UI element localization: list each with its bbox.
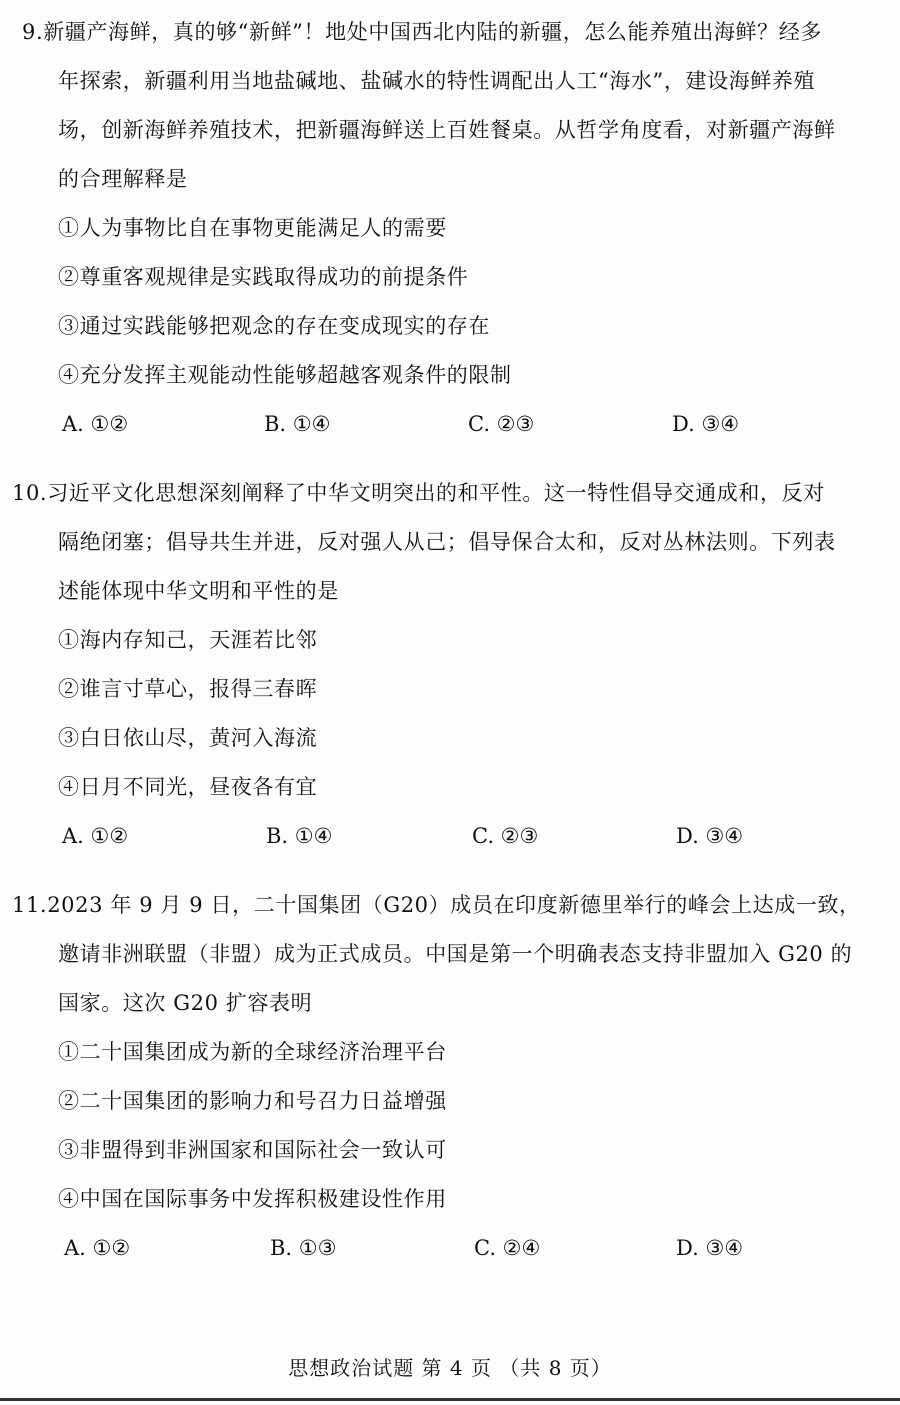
question-11 — [12, 881, 882, 1273]
option-d[interactable]: D. ③④ — [676, 824, 744, 848]
option-a[interactable]: A. ①② — [64, 1236, 131, 1260]
option-d[interactable]: D. ③④ — [672, 412, 740, 436]
question-stem-line: 11.2023 年 9 月 9 日，二十国集团（G20）成员在印度新德里举行的峰会上达成一致， — [12, 881, 882, 930]
question-stem-line: 隔绝闭塞；倡导共生并进，反对强人从己；倡导保合太和，反对丛林法则。下列表 — [58, 530, 836, 554]
question-stem-line: 9.新疆产海鲜，真的够“新鲜”！地处中国西北内陆的新疆，怎么能养殖出海鲜？经多 — [22, 8, 882, 57]
option-b[interactable]: B. ①④ — [266, 824, 333, 848]
statement: ③通过实践能够把观念的存在变成现实的存在 — [58, 314, 490, 338]
statement: ①二十国集团成为新的全球经济治理平台 — [58, 1040, 447, 1064]
answer-options — [22, 400, 882, 449]
answer-options — [22, 812, 882, 861]
question-stem-line: 场，创新海鲜养殖技术，把新疆海鲜送上百姓餐桌。从哲学角度看，对新疆产海鲜 — [58, 118, 836, 142]
option-d[interactable]: D. ③④ — [676, 1236, 744, 1260]
bottom-divider — [0, 1398, 900, 1401]
question-number: 9. — [22, 20, 44, 44]
question-stem-line: 国家。这次 G20 扩容表明 — [58, 991, 313, 1015]
question-stem-line: 年探索，新疆利用当地盐碱地、盐碱水的特性调配出人工“海水”，建设海鲜养殖 — [58, 69, 816, 93]
option-c[interactable]: C. ②④ — [474, 1236, 541, 1260]
statement: ②谁言寸草心，报得三春晖 — [58, 677, 318, 701]
question-stem-line: 的合理解释是 — [58, 167, 188, 191]
statement: ②二十国集团的影响力和号召力日益增强 — [58, 1089, 447, 1113]
option-c[interactable]: C. ②③ — [468, 412, 535, 436]
question-number: 11. — [12, 893, 48, 917]
question-stem-line: 邀请非洲联盟（非盟）成为正式成员。中国是第一个明确表态支持非盟加入 G20 的 — [58, 942, 853, 966]
question-10 — [12, 469, 882, 861]
statement: ③白日依山尽，黄河入海流 — [58, 726, 318, 750]
statement: ④充分发挥主观能动性能够超越客观条件的限制 — [58, 363, 512, 387]
option-a[interactable]: A. ①② — [62, 412, 129, 436]
statement: ①海内存知己，天涯若比邻 — [58, 628, 318, 652]
option-c[interactable]: C. ②③ — [472, 824, 539, 848]
question-9 — [22, 8, 882, 449]
question-stem-line: 述能体现中华文明和平性的是 — [58, 579, 339, 603]
option-b[interactable]: B. ①③ — [270, 1236, 337, 1260]
answer-options — [22, 1224, 882, 1273]
question-number: 10. — [12, 481, 48, 505]
page-footer: 思想政治试题 第 4 页 （共 8 页） — [288, 1356, 612, 1380]
option-b[interactable]: B. ①④ — [264, 412, 331, 436]
statement: ④日月不同光，昼夜各有宜 — [58, 775, 318, 799]
question-stem-line: 10.习近平文化思想深刻阐释了中华文明突出的和平性。这一特性倡导交通成和，反对 — [12, 469, 882, 518]
statement: ①人为事物比自在事物更能满足人的需要 — [58, 216, 447, 240]
statement: ③非盟得到非洲国家和国际社会一致认可 — [58, 1138, 447, 1162]
statement: ④中国在国际事务中发挥积极建设性作用 — [58, 1187, 447, 1211]
statement: ②尊重客观规律是实践取得成功的前提条件 — [58, 265, 469, 289]
option-a[interactable]: A. ①② — [62, 824, 129, 848]
